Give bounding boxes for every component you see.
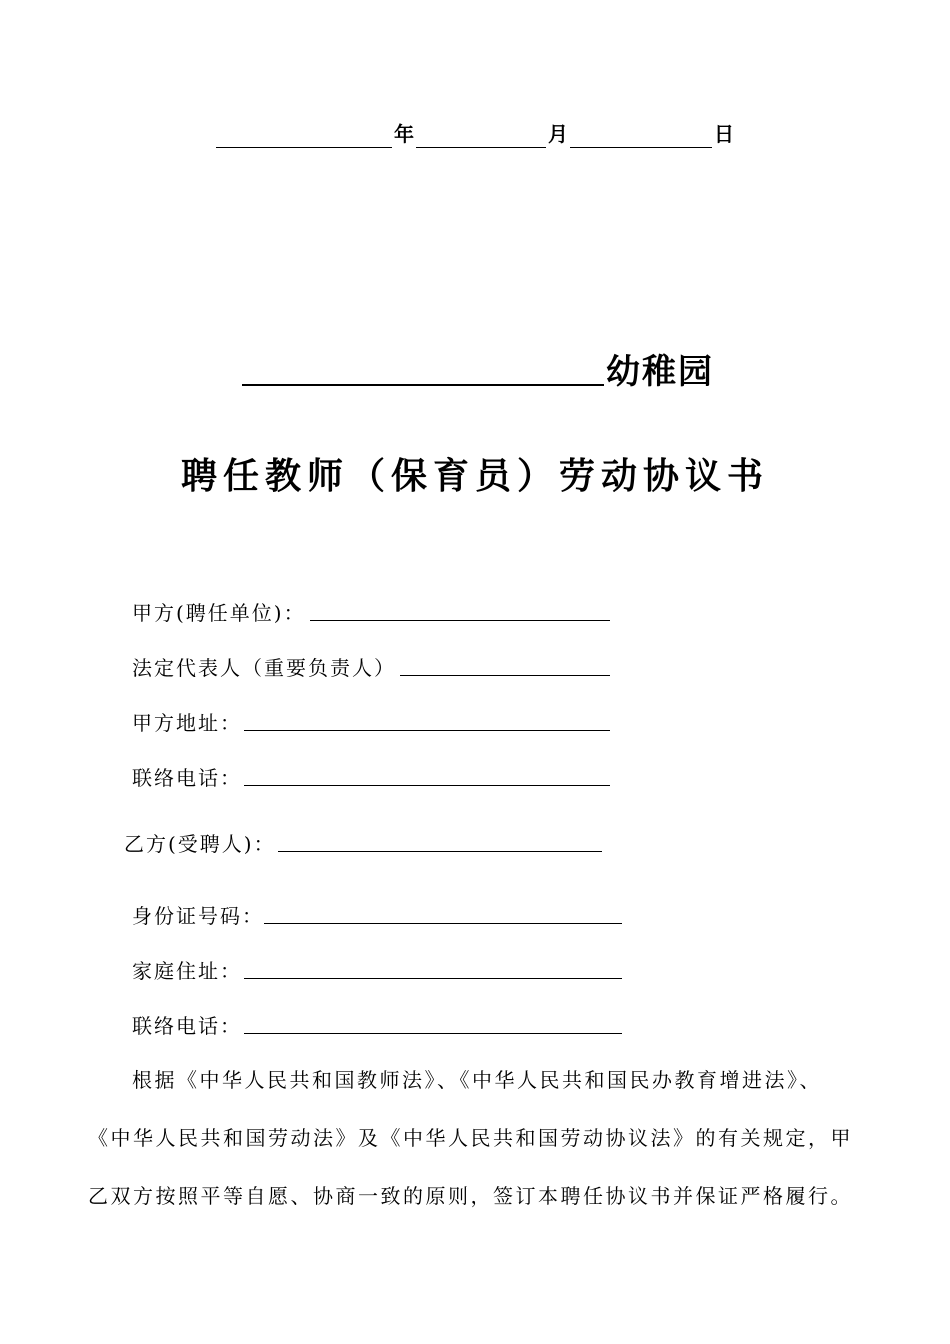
year-label: 年 — [394, 122, 414, 146]
year-blank[interactable] — [216, 147, 392, 148]
party-a-phone-field[interactable] — [244, 785, 610, 786]
party-a-rep-label: 法定代表人（重要负责人） — [132, 656, 396, 680]
body-line-1: 根据《中华人民共和国教师法》、《中华人民共和国民办教育增进法》、 — [132, 1068, 822, 1092]
day-blank[interactable] — [570, 147, 712, 148]
page-title: 聘任教师（保育员）劳动协议书 — [180, 455, 769, 497]
party-a-rep-field[interactable] — [400, 675, 610, 676]
party-b-phone-field[interactable] — [244, 1033, 622, 1034]
party-a-phone-label: 联络电话： — [132, 766, 242, 790]
day-label: 日 — [714, 122, 734, 146]
month-label: 月 — [548, 122, 568, 146]
body-line-2: 《中华人民共和国劳动法》及《中华人民共和国劳动协议法》的有关规定，甲 — [88, 1126, 853, 1150]
party-b-id-label: 身份证号码： — [132, 904, 264, 928]
party-b-phone-label: 联络电话： — [132, 1014, 242, 1038]
party-a-unit-label: 甲方(聘任单位)： — [132, 601, 306, 625]
party-b-person-label: 乙方(受聘人)： — [124, 832, 276, 856]
party-b-home-field[interactable] — [244, 978, 622, 979]
kindergarten-suffix: 幼稚园 — [606, 352, 714, 392]
month-blank[interactable] — [416, 147, 546, 148]
kindergarten-name-blank[interactable] — [242, 384, 604, 386]
body-line-3: 乙双方按照平等自愿、协商一致的原则，签订本聘任协议书并保证严格履行。 — [88, 1184, 853, 1208]
party-b-person-field[interactable] — [278, 851, 602, 852]
party-b-id-field[interactable] — [264, 923, 622, 924]
party-b-home-label: 家庭住址： — [132, 959, 242, 983]
party-a-address-label: 甲方地址： — [132, 711, 242, 735]
party-a-unit-field[interactable] — [310, 620, 610, 621]
party-a-address-field[interactable] — [244, 730, 610, 731]
